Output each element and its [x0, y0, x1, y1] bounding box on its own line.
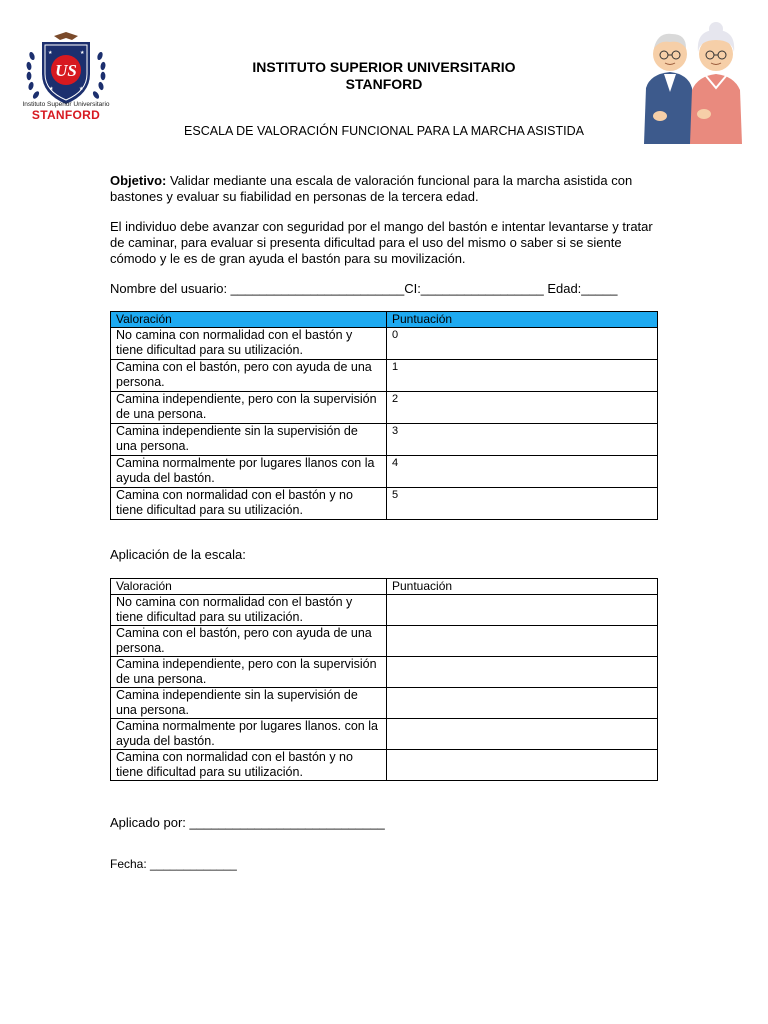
svg-text:★: ★ — [48, 50, 53, 56]
puntuacion-entry-cell[interactable] — [387, 750, 658, 781]
title-line-2: STANFORD — [345, 76, 423, 92]
valoracion-cell: No camina con normalidad con el bastón y tiene dificultad para su utilización. — [111, 595, 387, 626]
valoracion-cell: Camina normalmente por lugares llanos. con la ayuda del bastón. — [111, 719, 387, 750]
instructions-paragraph: El individuo debe avanzar con seguridad por el mango del bastón e intentar levantarse y tratar de caminar, para evaluar si presenta dificultad para el uso del mismo o saber si se siente cómodo y le es de gran ayuda el bastón para su movilización. — [110, 219, 653, 266]
table-row — [111, 456, 658, 488]
table-row — [111, 719, 658, 750]
table-row — [111, 360, 658, 392]
valoracion-cell: Camina independiente, pero con la supervisión de una persona. — [111, 657, 387, 688]
puntuacion-entry-cell[interactable] — [387, 688, 658, 719]
objective-paragraph — [110, 173, 670, 205]
puntuacion-cell: 0 — [387, 328, 658, 360]
column-header: Valoración — [111, 579, 387, 595]
application-label: Aplicación de la escala: — [110, 547, 246, 562]
puntuacion-cell: 2 — [387, 392, 658, 424]
table-row — [111, 750, 658, 781]
valoracion-cell: Camina normalmente por lugares llanos con la ayuda del bastón. — [111, 456, 387, 488]
page-title — [150, 59, 618, 93]
table-row — [111, 488, 658, 520]
logo-monogram: US — [55, 61, 77, 80]
user-info-line: Nombre del usuario: ________________________CI:_________________ Edad:_____ — [110, 281, 618, 296]
document-subtitle: ESCALA DE VALORACIÓN FUNCIONAL PARA LA MARCHA ASISTIDA — [184, 124, 584, 138]
valoracion-cell: Camina con el bastón, pero con ayuda de una persona. — [111, 360, 387, 392]
table-row — [111, 626, 658, 657]
table-header-row — [111, 579, 658, 595]
table-row — [111, 595, 658, 626]
grandfather-figure — [644, 34, 694, 144]
valoracion-cell: Camina independiente, pero con la supervisión de una persona. — [111, 392, 387, 424]
svg-text:★: ★ — [79, 86, 84, 92]
puntuacion-cell: 1 — [387, 360, 658, 392]
puntuacion-cell: 3 — [387, 424, 658, 456]
column-header: Puntuación — [387, 579, 658, 595]
column-header: Valoración — [111, 312, 387, 328]
grandmother-figure — [690, 22, 742, 144]
valoracion-cell: No camina con normalidad con el bastón y tiene dificultad para su utilización. — [111, 328, 387, 360]
svg-text:★: ★ — [80, 50, 85, 56]
valoracion-cell: Camina con el bastón, pero con ayuda de una persona. — [111, 626, 387, 657]
table-row — [111, 657, 658, 688]
eagle-icon — [54, 32, 78, 40]
laurel-left-icon — [26, 51, 40, 100]
laurel-right-icon — [92, 51, 106, 100]
svg-text:★: ★ — [49, 86, 54, 92]
valoracion-cell: Camina independiente sin la supervisión de una persona. — [111, 688, 387, 719]
table-row — [111, 328, 658, 360]
valoracion-cell: Camina con normalidad con el bastón y no tiene dificultad para su utilización. — [111, 750, 387, 781]
column-header: Puntuación — [387, 312, 658, 328]
objective-text: Validar mediante una escala de valoración funcional para la marcha asistida con bastones y evaluar su fiabilidad en personas de la tercera edad. — [110, 173, 633, 204]
logo-brand-name: STANFORD — [31, 108, 101, 122]
puntuacion-cell: 4 — [387, 456, 658, 488]
puntuacion-entry-cell[interactable] — [387, 595, 658, 626]
title-line-1: INSTITUTO SUPERIOR UNIVERSITARIO — [252, 59, 516, 75]
logo-caption: Instituto Superior Universitario — [22, 101, 110, 108]
reference-scale-table — [110, 311, 658, 520]
elderly-couple-illustration — [636, 18, 746, 144]
valoracion-cell: Camina con normalidad con el bastón y no tiene dificultad para su utilización. — [111, 488, 387, 520]
table-row — [111, 424, 658, 456]
puntuacion-entry-cell[interactable] — [387, 719, 658, 750]
table-header-row — [111, 312, 658, 328]
table-row — [111, 688, 658, 719]
date-line: Fecha: _____________ — [110, 857, 237, 871]
valoracion-cell: Camina independiente sin la supervisión de una persona. — [111, 424, 387, 456]
application-scale-table — [110, 578, 658, 781]
puntuacion-cell: 5 — [387, 488, 658, 520]
objective-label: Objetivo: — [110, 173, 167, 188]
puntuacion-entry-cell[interactable] — [387, 626, 658, 657]
applied-by-line: Aplicado por: ___________________________ — [110, 815, 385, 830]
puntuacion-entry-cell[interactable] — [387, 657, 658, 688]
table-row — [111, 392, 658, 424]
